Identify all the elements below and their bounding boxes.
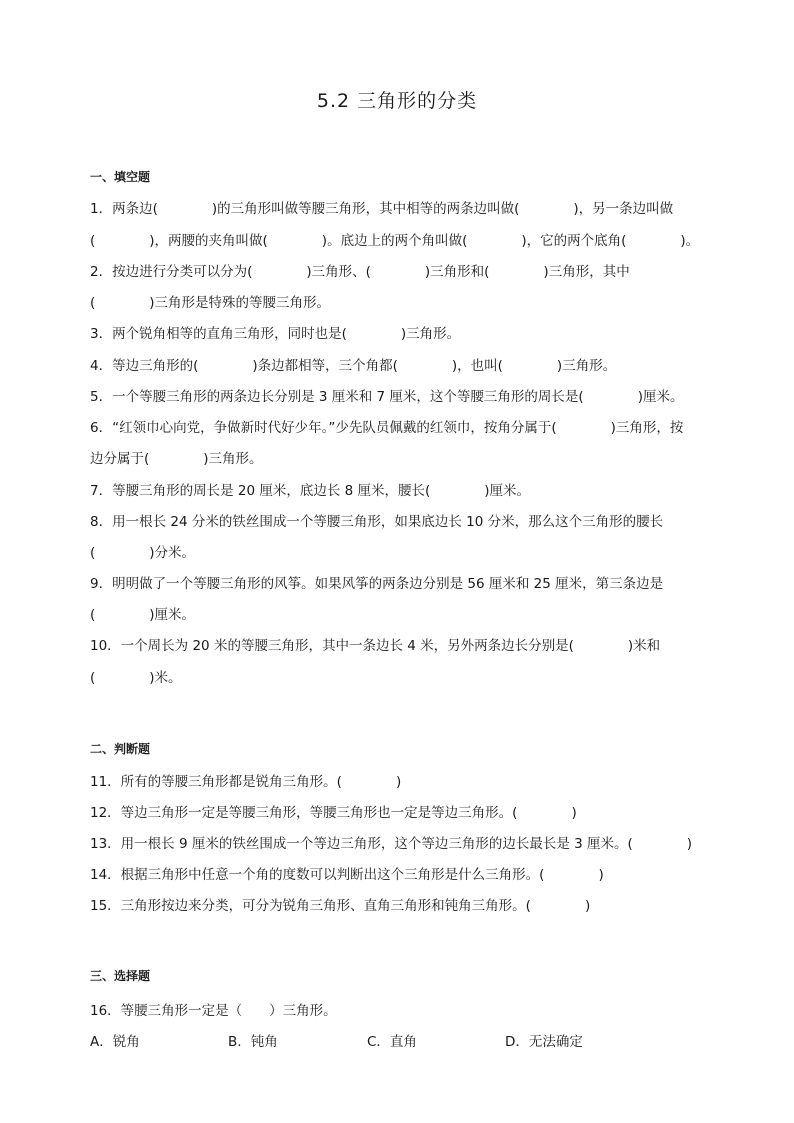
question-9-line-2: ( )厘米。: [90, 607, 196, 623]
question-9-line-1: 9．明明做了一个等腰三角形的风筝。如果风筝的两条边分别是 56 厘米和 25 厘米，第三条边是: [90, 576, 664, 592]
question-10-line-2: ( )米。: [90, 670, 182, 686]
question-13: 13．用一根长 9 厘米的铁丝围成一个等边三角形，这个等边三角形的边长最长是 3 厘米。( ): [90, 836, 693, 852]
question-5: 5．一个等腰三角形的两条边长分别是 3 厘米和 7 厘米，这个等腰三角形的周长是( )厘米。: [90, 389, 684, 405]
question-14: 14．根据三角形中任意一个角的度数可以判断出这个三角形是什么三角形。( ): [90, 867, 604, 883]
question-3: 3．两个锐角相等的直角三角形，同时也是( )三角形。: [90, 326, 461, 342]
question-6-line-1: 6．“红领巾心向党，争做新时代好少年。”少先队员佩戴的红领巾，按角分属于( )三角形，按: [90, 420, 684, 436]
option-a: A．锐角: [90, 1034, 140, 1050]
question-11: 11．所有的等腰三角形都是锐角三角形。( ): [90, 774, 402, 790]
option-d: D．无法确定: [505, 1034, 583, 1050]
question-10-line-1: 10．一个周长为 20 米的等腰三角形，其中一条边长 4 米，另外两条边长分别是( )米和: [90, 638, 661, 654]
section-judge-heading: 二、判断题: [90, 742, 151, 756]
question-1-line-2: ( )，两腰的夹角叫做( )。底边上的两个角叫做( )，它的两个底角( )。: [90, 233, 700, 249]
question-6-line-2: 边分属于( )三角形。: [90, 451, 263, 467]
question-7: 7．等腰三角形的周长是 20 厘米，底边长 8 厘米，腰长( )厘米。: [90, 483, 531, 499]
question-8-line-1: 8．用一根长 24 分米的铁丝围成一个等腰三角形，如果底边长 10 分米，那么这个三角形的腰长: [90, 514, 664, 530]
question-15: 15．三角形按边来分类，可分为锐角三角形、直角三角形和钝角三角形。( ): [90, 898, 591, 914]
question-16: 16．等腰三角形一定是（ ）三角形。: [90, 1003, 337, 1019]
option-c: C．直角: [367, 1034, 417, 1050]
question-8-line-2: ( )分米。: [90, 545, 196, 561]
question-1-line-1: 1．两条边( )的三角形叫做等腰三角形，其中相等的两条边叫做( )，另一条边叫做: [90, 201, 674, 217]
question-2-line-1: 2．按边进行分类可以分为( )三角形、( )三角形和( )三角形，其中: [90, 264, 630, 280]
option-b: B．钝角: [228, 1034, 278, 1050]
page-title: 5.2 三角形的分类: [316, 90, 478, 112]
question-16-options: [90, 1030, 710, 1050]
question-12: 12．等边三角形一定是等腰三角形，等腰三角形也一定是等边三角形。( ): [90, 805, 577, 821]
question-4: 4．等边三角形的( )条边都相等，三个角都( )，也叫( )三角形。: [90, 358, 617, 374]
section-choice-heading: 三、选择题: [90, 969, 151, 983]
section-fill-heading: 一、填空题: [90, 170, 151, 184]
question-2-line-2: ( )三角形是特殊的等腰三角形。: [90, 295, 331, 311]
